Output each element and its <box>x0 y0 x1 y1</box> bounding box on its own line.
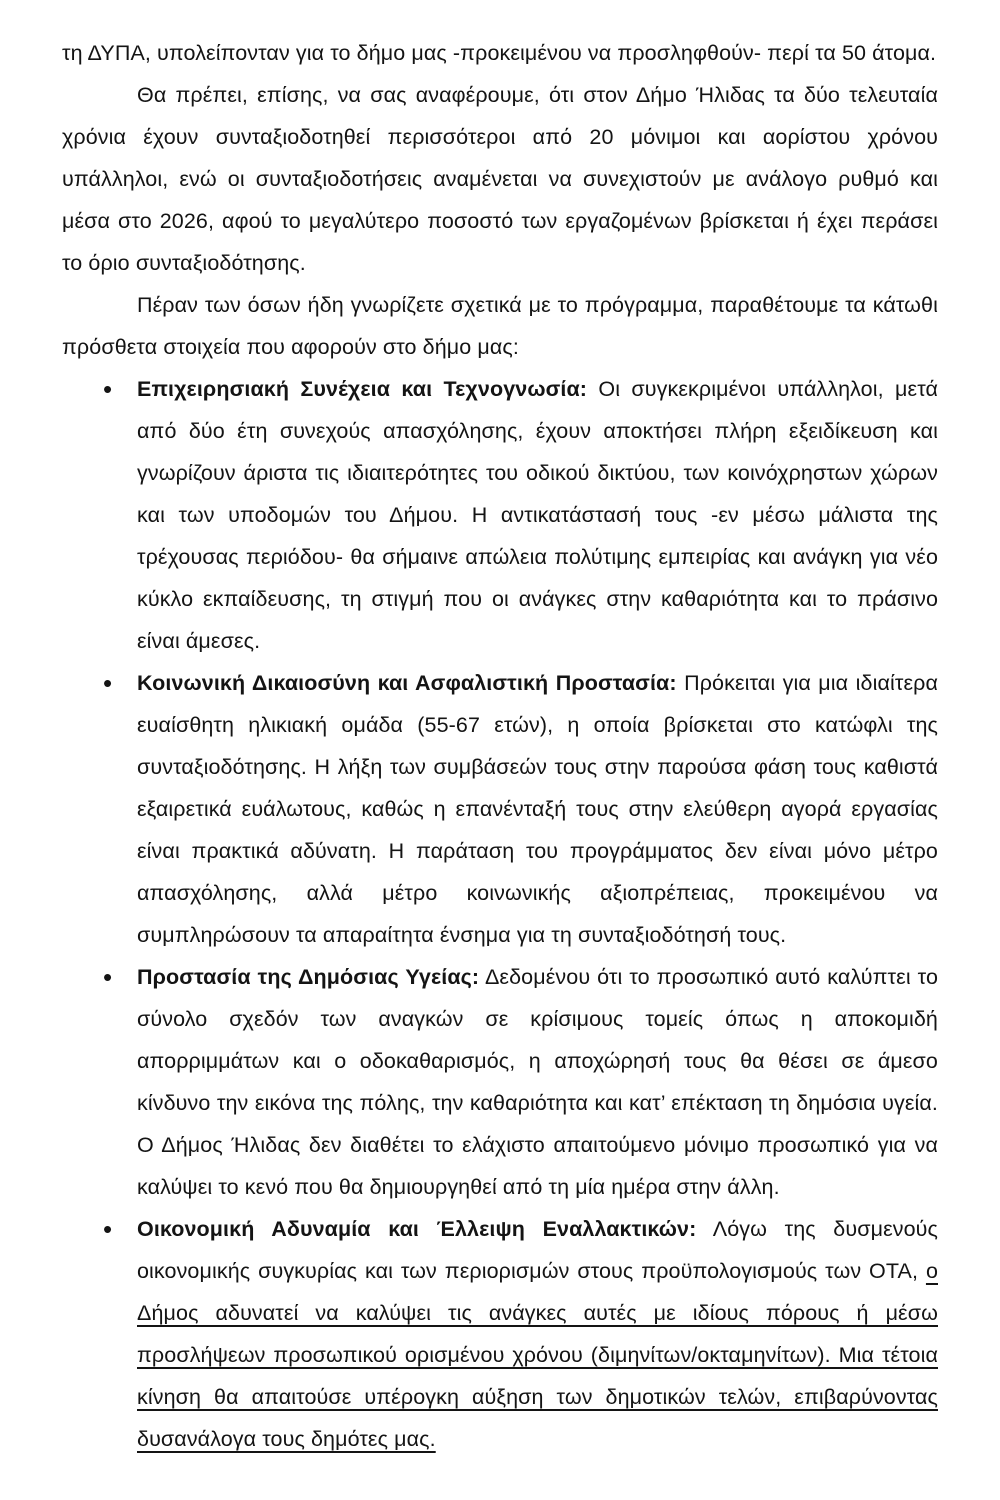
bullet-item-operational-continuity <box>62 368 938 662</box>
bullet-icon: • <box>103 962 113 992</box>
bullet-item-financial-inability <box>62 1208 938 1460</box>
paragraph-intro-to-list: Πέραν των όσων ήδη γνωρίζετε σχετικά με το πρόγραμμα, παραθέτουμε τα κάτωθι πρόσθετα στοιχεία που αφορούν στο δήμο μας: <box>62 293 938 359</box>
bullet-item-public-health <box>62 956 938 1208</box>
bullet-title: Προστασία της Δημόσιας Υγείας: <box>137 965 480 989</box>
bullet-title: Επιχειρησιακή Συνέχεια και Τεχνογνωσία: <box>137 377 588 401</box>
bullet-icon: • <box>103 374 113 404</box>
bullet-body: Λόγω της δυσμενούς οικονομικής συγκυρίας και των περιορισμών στους προϋπολογισμούς των ΟΤΑ, <box>137 1217 938 1283</box>
bullet-title: Κοινωνική Δικαιοσύνη και Ασφαλιστική Προστασία: <box>137 671 677 695</box>
bullet-body: Δεδομένου ότι το προσωπικό αυτό καλύπτει το σύνολο σχεδόν των αναγκών σε κρίσιμους τομείς όπως η αποκομιδή απορριμμάτων και ο οδοκαθαρισμός, η αποχώρησή τους θα θέσει σε άμεσο κίνδυνο την εικόνα της πόλης, την καθαριότητα και κατ’ επέκταση τη δημόσια υγεία. Ο Δήμος Ήλιδας δεν διαθέτει το ελάχιστο απαιτούμενο μόνιμο προσωπικό για να καλύψει το κενό που θα δημιουργηθεί από τη μία ημέρα στην άλλη. <box>137 965 939 1199</box>
underlined-text: ο Δήμος αδυνατεί να καλύψει τις ανάγκες αυτές με ιδίους πόρους ή μέσω προσλήψεων προσωπικού ορισμένου χρόνου (διμηνίτων/οκταμηνίτων). Μια τέτοια κίνηση θα απαιτούσε υπέρογκη αύξηση των δημοτικών τελών, επιβαρύνοντας δυσανάλογα τους δημότες μας. <box>137 1259 938 1451</box>
paragraph-continuation: τη ΔΥΠΑ, υπολείπονταν για το δήμο μας -προκειμένου να προσληφθούν- περί τα 50 άτομα. <box>62 41 937 65</box>
bullet-item-social-justice <box>62 662 938 956</box>
bullet-body: Οι συγκεκριμένοι υπάλληλοι, μετά από δύο έτη συνεχούς απασχόλησης, έχουν αποκτήσει πλήρη εξειδίκευση και γνωρίζουν άριστα τις ιδιαιτερότητες του οδικού δικτύου, των κοινόχρηστων χώρων και των υποδομών του Δήμου. Η αντικατάστασή τους -εν μέσω μάλιστα της τρέχουσας περιόδου- θα σήμαινε απώλεια πολύτιμης εμπειρίας και ανάγκη για νέο κύκλο εκπαίδευσης, τη στιγμή που οι ανάγκες στην καθαριότητα και το πράσινο είναι άμεσες. <box>137 377 939 653</box>
bullet-icon: • <box>103 1214 113 1244</box>
bullet-icon: • <box>103 668 113 698</box>
bullet-title: Οικονομική Αδυναμία και Έλλειψη Εναλλακτικών: <box>137 1217 697 1241</box>
paragraph-retirements: Θα πρέπει, επίσης, να σας αναφέρουμε, ότι στον Δήμο Ήλιδας τα δύο τελευταία χρόνια έχουν συνταξιοδοτηθεί περισσότεροι από 20 μόνιμοι και αορίστου χρόνου υπάλληλοι, ενώ οι συνταξιοδοτήσεις αναμένεται να συνεχιστούν με ανάλογο ρυθμό και μέσα στο 2026, αφού το μεγαλύτερο ποσοστό των εργαζομένων βρίσκεται ή έχει περάσει το όριο συνταξιοδότησης. <box>62 83 938 275</box>
bullet-list <box>62 368 938 1460</box>
bullet-body: Πρόκειται για μια ιδιαίτερα ευαίσθητη ηλικιακή ομάδα (55-67 ετών), η οποία βρίσκεται στο κατώφλι της συνταξιοδότησης. Η λήξη των συμβάσεών τους στην παρούσα φάση τους καθιστά εξαιρετικά ευάλωτους, καθώς η επανένταξή τους στην ελεύθερη αγορά εργασίας είναι πρακτικά αδύνατη. Η παράταση του προγράμματος δεν είναι μόνο μέτρο απασχόλησης, αλλά μέτρο κοινωνικής αξιοπρέπειας, προκειμένου να συμπληρώσουν τα απαραίτητα ένσημα για τη συνταξιοδότησή τους. <box>137 671 938 947</box>
